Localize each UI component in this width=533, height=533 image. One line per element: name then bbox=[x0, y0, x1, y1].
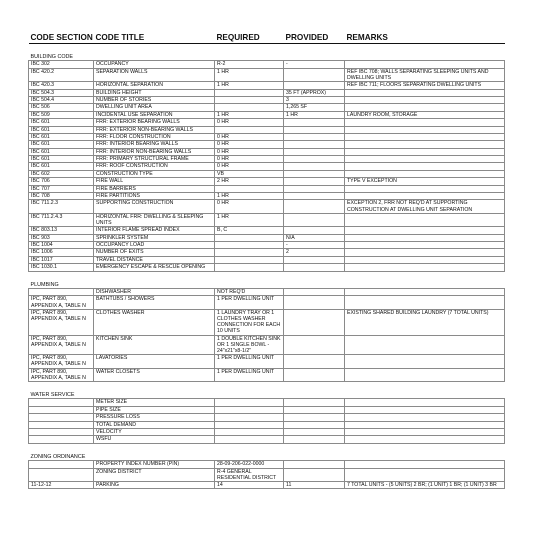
provided-cell bbox=[284, 468, 345, 481]
code-section-cell: IBC 601 bbox=[29, 156, 94, 163]
remarks-cell bbox=[345, 141, 505, 148]
required-cell: 1 PER DWELLING UNIT bbox=[215, 368, 284, 381]
provided-cell bbox=[284, 288, 345, 295]
remarks-cell: TYPE V EXCEPTION bbox=[345, 178, 505, 185]
code-section-cell: IBC 601 bbox=[29, 133, 94, 140]
table-row bbox=[29, 200, 505, 213]
provided-cell bbox=[284, 178, 345, 185]
remarks-cell bbox=[345, 428, 505, 435]
table-row bbox=[29, 148, 505, 155]
table-row bbox=[29, 468, 505, 481]
table-header bbox=[29, 30, 505, 44]
header-code-section: CODE SECTION bbox=[29, 30, 94, 44]
provided-cell bbox=[284, 68, 345, 81]
provided-cell bbox=[284, 256, 345, 263]
provided-cell bbox=[284, 406, 345, 413]
code-section-cell: IBC 601 bbox=[29, 119, 94, 126]
remarks-cell: 7 TOTAL UNITS - (5 UNITS) 2 BR; (1 UNIT) 1 BR; (1 UNIT) 3 BR bbox=[345, 481, 505, 488]
required-cell bbox=[215, 234, 284, 241]
provided-cell bbox=[284, 335, 345, 355]
remarks-cell bbox=[345, 335, 505, 355]
code-title-cell: WATER CLOSETS bbox=[94, 368, 215, 381]
table-row bbox=[29, 421, 505, 428]
section-title: ZONING ORDINANCE bbox=[30, 453, 86, 460]
required-cell: 0 HR bbox=[215, 133, 284, 140]
code-title-cell: PIPE SIZE bbox=[94, 406, 215, 413]
code-title-cell: BATHTUBS / SHOWERS bbox=[94, 296, 215, 309]
table-row bbox=[29, 119, 505, 126]
required-cell: R-2 bbox=[215, 61, 284, 68]
remarks-cell bbox=[345, 461, 505, 468]
code-section-cell bbox=[29, 428, 94, 435]
provided-cell bbox=[284, 193, 345, 200]
provided-cell bbox=[284, 355, 345, 368]
required-cell: 1 LAUNDRY TRAY OR 1 CLOTHES WASHER CONNECTION FOR EACH 10 UNITS bbox=[215, 309, 284, 335]
remarks-cell bbox=[345, 368, 505, 381]
required-cell: VB bbox=[215, 170, 284, 177]
provided-cell bbox=[284, 148, 345, 155]
table-row bbox=[29, 436, 505, 443]
required-cell bbox=[215, 428, 284, 435]
code-title-cell: BUILDING HEIGHT bbox=[94, 89, 215, 96]
required-cell: B, C bbox=[215, 227, 284, 234]
header-code-title: CODE TITLE bbox=[94, 30, 215, 44]
required-cell bbox=[215, 414, 284, 421]
table-row bbox=[29, 61, 505, 68]
code-section-cell: IPC, PART 890, APPENDIX A, TABLE N bbox=[29, 368, 94, 381]
provided-cell bbox=[284, 264, 345, 271]
provided-cell bbox=[284, 141, 345, 148]
section-title-row bbox=[29, 44, 505, 61]
required-cell: 1 HR bbox=[215, 193, 284, 200]
required-cell bbox=[215, 185, 284, 192]
section-title-row bbox=[29, 271, 505, 288]
table-row bbox=[29, 185, 505, 192]
required-cell: 2 HR bbox=[215, 178, 284, 185]
provided-cell bbox=[284, 414, 345, 421]
code-section-cell bbox=[29, 421, 94, 428]
required-cell bbox=[215, 421, 284, 428]
remarks-cell bbox=[345, 96, 505, 103]
code-section-cell: IBC 601 bbox=[29, 141, 94, 148]
section-title: PLUMBING bbox=[30, 281, 59, 288]
remarks-cell bbox=[345, 249, 505, 256]
remarks-cell bbox=[345, 104, 505, 111]
code-title-cell: FRR: FLOOR CONSTRUCTION bbox=[94, 133, 215, 140]
provided-cell bbox=[284, 119, 345, 126]
code-title-cell: CONSTRUCTION TYPE bbox=[94, 170, 215, 177]
remarks-cell: REF IBC 711; FLOORS SEPARATING DWELLING UNITS bbox=[345, 82, 505, 89]
table-row bbox=[29, 461, 505, 468]
code-section-cell: IBC 420.2 bbox=[29, 68, 94, 81]
code-section-cell: IBC 1030.1 bbox=[29, 264, 94, 271]
table-row bbox=[29, 234, 505, 241]
code-title-cell: PROPERTY INDEX NUMBER (PIN) bbox=[94, 461, 215, 468]
code-section-cell: IBC 708 bbox=[29, 193, 94, 200]
table-row bbox=[29, 264, 505, 271]
header-row bbox=[29, 30, 505, 44]
code-title-cell: HORIZONTAL SEPARATION bbox=[94, 82, 215, 89]
provided-cell bbox=[284, 82, 345, 89]
remarks-cell bbox=[345, 256, 505, 263]
code-title-cell: TOTAL DEMAND bbox=[94, 421, 215, 428]
code-section-cell: IBC 509 bbox=[29, 111, 94, 118]
table-body bbox=[29, 44, 505, 489]
remarks-cell bbox=[345, 421, 505, 428]
required-cell bbox=[215, 264, 284, 271]
required-cell: 1 PER DWELLING UNIT bbox=[215, 355, 284, 368]
remarks-cell: LAUNDRY ROOM, STORAGE bbox=[345, 111, 505, 118]
code-title-cell: INCIDENTAL USE SEPARATION bbox=[94, 111, 215, 118]
code-section-cell: IBC 302 bbox=[29, 61, 94, 68]
table-row bbox=[29, 406, 505, 413]
required-cell bbox=[215, 399, 284, 406]
code-title-cell: ZONING DISTRICT bbox=[94, 468, 215, 481]
code-section-cell: IBC 1017 bbox=[29, 256, 94, 263]
code-section-cell: IBC 1004 bbox=[29, 242, 94, 249]
code-section-cell: IPC, PART 890, APPENDIX A, TABLE N bbox=[29, 355, 94, 368]
code-section-cell bbox=[29, 468, 94, 481]
code-title-cell: SPRINKLER SYSTEM bbox=[94, 234, 215, 241]
code-title-cell: HORIZONTAL FRR: DWELLING & SLEEPING UNITS bbox=[94, 213, 215, 226]
code-section-cell: IBC 903 bbox=[29, 234, 94, 241]
code-title-cell: NUMBER OF STORIES bbox=[94, 96, 215, 103]
table-row bbox=[29, 355, 505, 368]
remarks-cell bbox=[345, 148, 505, 155]
remarks-cell bbox=[345, 355, 505, 368]
code-title-cell: VELOCITY bbox=[94, 428, 215, 435]
required-cell: 0 HR bbox=[215, 156, 284, 163]
remarks-cell bbox=[345, 468, 505, 481]
code-title-cell: FRR: INTERIOR NON-BEARING WALLS bbox=[94, 148, 215, 155]
remarks-cell bbox=[345, 119, 505, 126]
header-provided: PROVIDED bbox=[284, 30, 345, 44]
provided-cell bbox=[284, 213, 345, 226]
remarks-cell bbox=[345, 399, 505, 406]
required-cell: 1 DOUBLE KITCHEN SINK OR 1 SINGLE BOWL - 24"x21"x8-1/2" bbox=[215, 335, 284, 355]
code-title-cell: EMERGENCY ESCAPE & RESCUE OPENING bbox=[94, 264, 215, 271]
code-title-cell: FIRE BARRIERS bbox=[94, 185, 215, 192]
code-title-cell: PRESSURE LOSS bbox=[94, 414, 215, 421]
remarks-cell bbox=[345, 185, 505, 192]
table-row bbox=[29, 156, 505, 163]
required-cell bbox=[215, 256, 284, 263]
remarks-cell bbox=[345, 156, 505, 163]
table-row bbox=[29, 399, 505, 406]
code-section-cell: IBC 420.3 bbox=[29, 82, 94, 89]
code-section-cell: IBC 706 bbox=[29, 178, 94, 185]
code-section-cell bbox=[29, 399, 94, 406]
remarks-cell bbox=[345, 170, 505, 177]
code-title-cell: INTERIOR FLAME SPREAD INDEX bbox=[94, 227, 215, 234]
code-summary-table bbox=[28, 30, 505, 489]
provided-cell: - bbox=[284, 242, 345, 249]
table-row bbox=[29, 111, 505, 118]
code-section-cell: IBC 711.2.3 bbox=[29, 200, 94, 213]
code-section-cell: IBC 601 bbox=[29, 163, 94, 170]
table-row bbox=[29, 170, 505, 177]
code-title-cell: TRAVEL DISTANCE bbox=[94, 256, 215, 263]
table-row bbox=[29, 481, 505, 488]
code-section-cell: IPC, PART 890, APPENDIX A, TABLE N bbox=[29, 296, 94, 309]
table-row bbox=[29, 309, 505, 335]
provided-cell bbox=[284, 399, 345, 406]
table-row bbox=[29, 68, 505, 81]
provided-cell: N/A bbox=[284, 234, 345, 241]
remarks-cell bbox=[345, 264, 505, 271]
provided-cell bbox=[284, 185, 345, 192]
table-row bbox=[29, 335, 505, 355]
required-cell: 0 HR bbox=[215, 141, 284, 148]
code-title-cell: NUMBER OF EXITS bbox=[94, 249, 215, 256]
table-row bbox=[29, 288, 505, 295]
table-row bbox=[29, 227, 505, 234]
provided-cell bbox=[284, 368, 345, 381]
table-row bbox=[29, 242, 505, 249]
code-title-cell: FIRE PARTITIONS bbox=[94, 193, 215, 200]
code-section-cell bbox=[29, 414, 94, 421]
code-section-cell bbox=[29, 288, 94, 295]
code-title-cell: SUPPORTING CONSTRUCTION bbox=[94, 200, 215, 213]
required-cell: 1 HR bbox=[215, 111, 284, 118]
required-cell bbox=[215, 406, 284, 413]
code-section-cell: IBC 601 bbox=[29, 126, 94, 133]
table-row bbox=[29, 104, 505, 111]
table-row bbox=[29, 178, 505, 185]
provided-cell bbox=[284, 309, 345, 335]
remarks-cell bbox=[345, 406, 505, 413]
code-section-cell: IBC 602 bbox=[29, 170, 94, 177]
code-title-cell: DWELLING UNIT AREA bbox=[94, 104, 215, 111]
required-cell: 1 HR bbox=[215, 82, 284, 89]
code-title-cell: CLOTHES WASHER bbox=[94, 309, 215, 335]
required-cell: 0 HR bbox=[215, 148, 284, 155]
table-row bbox=[29, 141, 505, 148]
provided-cell bbox=[284, 133, 345, 140]
provided-cell bbox=[284, 436, 345, 443]
remarks-cell: REF IBC 708; WALLS SEPARATING SLEEPING UNITS AND DWELLING UNITS bbox=[345, 68, 505, 81]
remarks-cell bbox=[345, 288, 505, 295]
provided-cell bbox=[284, 170, 345, 177]
table-row bbox=[29, 193, 505, 200]
provided-cell: 3 bbox=[284, 96, 345, 103]
code-title-cell: FRR: PRIMARY STRUCTURAL FRAME bbox=[94, 156, 215, 163]
table-row bbox=[29, 89, 505, 96]
required-cell: 0 HR bbox=[215, 200, 284, 213]
required-cell bbox=[215, 126, 284, 133]
table-row bbox=[29, 368, 505, 381]
code-section-cell bbox=[29, 406, 94, 413]
remarks-cell bbox=[345, 193, 505, 200]
required-cell bbox=[215, 104, 284, 111]
remarks-cell: EXCEPTION 2, FRR NOT REQ'D AT SUPPORTING CONSTRUCTION AT DWELLING UNIT SEPARATION bbox=[345, 200, 505, 213]
remarks-cell bbox=[345, 242, 505, 249]
remarks-cell bbox=[345, 227, 505, 234]
provided-cell bbox=[284, 421, 345, 428]
code-title-cell: LAVATORIES bbox=[94, 355, 215, 368]
provided-cell bbox=[284, 163, 345, 170]
code-section-cell: IBC 504.4 bbox=[29, 96, 94, 103]
required-cell: 1 HR bbox=[215, 213, 284, 226]
code-title-cell: WSFU bbox=[94, 436, 215, 443]
section-title-row bbox=[29, 443, 505, 460]
code-section-cell: IBC 504.3 bbox=[29, 89, 94, 96]
section-title: WATER SERVICE bbox=[30, 392, 75, 399]
required-cell bbox=[215, 436, 284, 443]
provided-cell: 35 FT (APPROX) bbox=[284, 89, 345, 96]
table-row bbox=[29, 249, 505, 256]
remarks-cell bbox=[345, 234, 505, 241]
code-section-cell: IBC 711.2.4.3 bbox=[29, 213, 94, 226]
table-row bbox=[29, 82, 505, 89]
code-section-cell: IPC, PART 890, APPENDIX A, TABLE N bbox=[29, 335, 94, 355]
remarks-cell bbox=[345, 414, 505, 421]
provided-cell: 1,265 SF bbox=[284, 104, 345, 111]
required-cell bbox=[215, 89, 284, 96]
code-title-cell: FRR: ROOF CONSTRUCTION bbox=[94, 163, 215, 170]
remarks-cell bbox=[345, 296, 505, 309]
code-title-cell: KITCHEN SINK bbox=[94, 335, 215, 355]
header-required: REQUIRED bbox=[215, 30, 284, 44]
remarks-cell bbox=[345, 163, 505, 170]
required-cell: 0 HR bbox=[215, 119, 284, 126]
table-row bbox=[29, 126, 505, 133]
code-summary-sheet bbox=[28, 30, 504, 489]
required-cell: 1 PER DWELLING UNIT bbox=[215, 296, 284, 309]
code-title-cell: FRR: INTERIOR BEARING WALLS bbox=[94, 141, 215, 148]
table-row bbox=[29, 296, 505, 309]
provided-cell: - bbox=[284, 61, 345, 68]
header-remarks: REMARKS bbox=[345, 30, 505, 44]
code-section-cell: IPC, PART 890, APPENDIX A, TABLE N bbox=[29, 309, 94, 335]
provided-cell: 2 bbox=[284, 249, 345, 256]
required-cell: NOT REQ'D bbox=[215, 288, 284, 295]
remarks-cell bbox=[345, 89, 505, 96]
table-row bbox=[29, 414, 505, 421]
provided-cell bbox=[284, 126, 345, 133]
remarks-cell: EXISTING SHARED BUILDING LAUNDRY (7 TOTAL UNITS) bbox=[345, 309, 505, 335]
required-cell bbox=[215, 96, 284, 103]
provided-cell bbox=[284, 428, 345, 435]
code-title-cell: PARKING bbox=[94, 481, 215, 488]
code-title-cell: SEPARATION WALLS bbox=[94, 68, 215, 81]
code-section-cell: IBC 1006 bbox=[29, 249, 94, 256]
table-row bbox=[29, 96, 505, 103]
provided-cell bbox=[284, 461, 345, 468]
provided-cell: 1 HR bbox=[284, 111, 345, 118]
required-cell: 14 bbox=[215, 481, 284, 488]
code-title-cell: FRR: EXTERIOR BEARING WALLS bbox=[94, 119, 215, 126]
table-row bbox=[29, 163, 505, 170]
required-cell bbox=[215, 242, 284, 249]
required-cell bbox=[215, 249, 284, 256]
provided-cell: 11 bbox=[284, 481, 345, 488]
remarks-cell bbox=[345, 436, 505, 443]
code-section-cell: IBC 506 bbox=[29, 104, 94, 111]
provided-cell bbox=[284, 200, 345, 213]
code-section-cell bbox=[29, 461, 94, 468]
table-row bbox=[29, 256, 505, 263]
remarks-cell bbox=[345, 126, 505, 133]
code-title-cell: FRR: EXTERIOR NON-BEARING WALLS bbox=[94, 126, 215, 133]
code-title-cell: FIRE WALL bbox=[94, 178, 215, 185]
remarks-cell bbox=[345, 213, 505, 226]
table-row bbox=[29, 213, 505, 226]
required-cell: 1 HR bbox=[215, 68, 284, 81]
required-cell: 0 HR bbox=[215, 163, 284, 170]
table-row bbox=[29, 428, 505, 435]
code-title-cell: OCCUPANCY bbox=[94, 61, 215, 68]
code-section-cell: IBC 707 bbox=[29, 185, 94, 192]
code-title-cell: METER SIZE bbox=[94, 399, 215, 406]
code-title-cell: OCCUPANCY LOAD bbox=[94, 242, 215, 249]
code-section-cell: IBC 803.13 bbox=[29, 227, 94, 234]
code-title-cell: DISHWASHER bbox=[94, 288, 215, 295]
provided-cell bbox=[284, 296, 345, 309]
required-cell: 28-09-206-022-0000 bbox=[215, 461, 284, 468]
section-title-row bbox=[29, 382, 505, 399]
provided-cell bbox=[284, 156, 345, 163]
remarks-cell bbox=[345, 133, 505, 140]
required-cell: R-4 GENERAL RESIDENTIAL DISTRICT bbox=[215, 468, 284, 481]
code-section-cell bbox=[29, 436, 94, 443]
code-section-cell: 11-12-12 bbox=[29, 481, 94, 488]
remarks-cell bbox=[345, 61, 505, 68]
section-title: BUILDING CODE bbox=[30, 54, 74, 60]
provided-cell bbox=[284, 227, 345, 234]
code-section-cell: IBC 601 bbox=[29, 148, 94, 155]
table-row bbox=[29, 133, 505, 140]
